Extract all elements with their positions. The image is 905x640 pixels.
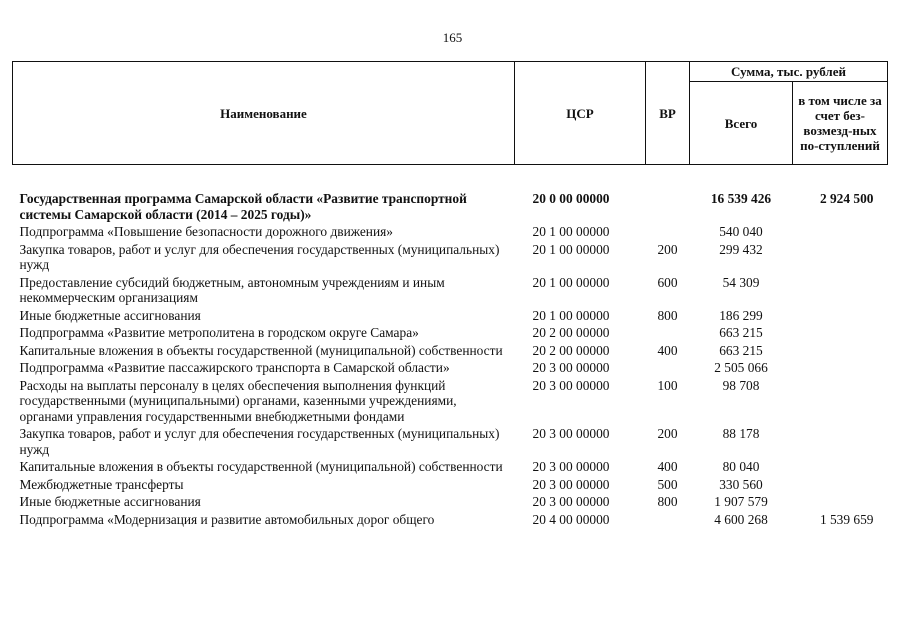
cell-free: 1 539 659 (819, 511, 874, 527)
cell-name: Подпрограмма «Повышение безопасности дорожного движения» (19, 224, 393, 239)
cell-total: 663 215 (719, 325, 763, 340)
cell-total: 54 309 (722, 274, 760, 290)
cell-total: 80 040 (722, 459, 760, 474)
table-row (13, 307, 888, 325)
cell-name: Межбюджетные трансферты (19, 476, 184, 492)
cell-name: Закупка товаров, работ и услуг для обеспечения государственных (муниципальных) нужд (19, 426, 500, 457)
cell-name: Иные бюджетные ассигнования (19, 307, 201, 323)
header-free: в том числе за счет без-возмезд-ных по-ступлений (793, 82, 888, 165)
cell-csr: 20 3 00 00000 (532, 476, 610, 492)
cell-total: 2 505 066 (714, 360, 768, 375)
cell-csr: 20 1 00 00000 (532, 224, 610, 239)
cell-free (793, 425, 888, 458)
cell-total: 1 907 579 (714, 494, 768, 509)
cell-name: Расходы на выплаты персоналу в целях обеспечения выполнения функций государственными (муниципальными) органами, казенными учреждениями, органами управления государственными внебюджетными фондами (19, 377, 457, 424)
cell-vr (646, 359, 690, 377)
table-row (13, 425, 888, 458)
cell-name: Государственная программа Самарской области «Развитие транспортной системы Самарской области (2014 – 2025 годы)» (19, 191, 467, 222)
cell-total: 299 432 (719, 241, 763, 257)
cell-name: Капитальные вложения в объекты государственной (муниципальной) собственности (19, 459, 503, 474)
cell-name: Подпрограмма «Модернизация и развитие автомобильных дорог общего (19, 511, 435, 527)
cell-total: 186 299 (719, 307, 763, 323)
cell-vr: 800 (657, 494, 678, 509)
cell-name: Капитальные вложения в объекты государственной (муниципальной) собственности (19, 342, 503, 358)
header-sum: Сумма, тыс. рублей (690, 62, 888, 82)
cell-vr: 200 (657, 426, 678, 441)
header-name: Наименование (13, 62, 515, 165)
cell-free (793, 458, 888, 476)
cell-vr: 100 (657, 377, 678, 393)
table-row (13, 458, 888, 476)
table-row (13, 377, 888, 426)
cell-csr: 20 3 00 00000 (532, 426, 610, 441)
table-header (13, 62, 888, 165)
cell-csr: 20 3 00 00000 (532, 494, 610, 509)
page-number: 165 (442, 30, 463, 45)
budget-table (12, 61, 888, 528)
cell-csr: 20 3 00 00000 (532, 360, 610, 375)
cell-total: 16 539 426 (710, 191, 772, 206)
table-row (13, 342, 888, 360)
cell-total: 98 708 (722, 377, 760, 393)
table-row (13, 223, 888, 241)
table-row (13, 324, 888, 342)
cell-name: Предоставление субсидий бюджетным, автономным учреждениям и иным некоммерческим организациям (19, 274, 445, 305)
cell-total: 88 178 (722, 426, 760, 441)
cell-csr: 20 0 00 00000 (532, 191, 610, 206)
cell-free (793, 324, 888, 342)
cell-total: 4 600 268 (714, 511, 768, 527)
cell-vr (646, 511, 690, 529)
cell-free (793, 241, 888, 274)
table-body (13, 165, 888, 529)
cell-free (793, 493, 888, 511)
cell-vr: 800 (657, 307, 678, 323)
header-vr: ВР (646, 62, 690, 165)
cell-vr: 400 (657, 342, 678, 358)
cell-name: Закупка товаров, работ и услуг для обеспечения государственных (муниципальных) нужд (19, 241, 500, 272)
table-row (13, 493, 888, 511)
table-row (13, 165, 888, 224)
cell-total: 663 215 (719, 342, 763, 358)
header-csr: ЦСР (515, 62, 646, 165)
cell-csr: 20 1 00 00000 (532, 307, 610, 323)
cell-total: 540 040 (719, 224, 763, 239)
cell-csr: 20 4 00 00000 (532, 511, 610, 527)
cell-free: 2 924 500 (819, 191, 874, 206)
cell-free (793, 307, 888, 325)
cell-vr (646, 223, 690, 241)
header-total: Всего (690, 82, 793, 165)
table-row (13, 511, 888, 529)
table-row (13, 359, 888, 377)
cell-csr: 20 1 00 00000 (532, 241, 610, 257)
cell-free (793, 377, 888, 426)
cell-vr: 200 (657, 241, 678, 257)
cell-csr: 20 2 00 00000 (532, 342, 610, 358)
cell-free (793, 342, 888, 360)
cell-vr (646, 165, 690, 224)
cell-free (793, 223, 888, 241)
table-row (13, 274, 888, 307)
cell-free (793, 274, 888, 307)
cell-csr: 20 2 00 00000 (532, 325, 610, 340)
cell-free (793, 359, 888, 377)
cell-name: Подпрограмма «Развитие метрополитена в городском округе Самара» (19, 325, 419, 340)
cell-vr: 600 (657, 274, 678, 290)
table-row (13, 476, 888, 494)
cell-vr: 400 (657, 459, 678, 474)
cell-name: Подпрограмма «Развитие пассажирского транспорта в Самарской области» (19, 360, 450, 375)
cell-name: Иные бюджетные ассигнования (19, 494, 201, 509)
cell-total: 330 560 (719, 476, 763, 492)
budget-table-container (12, 61, 887, 528)
cell-vr: 500 (657, 476, 678, 492)
cell-csr: 20 3 00 00000 (532, 377, 610, 393)
table-row (13, 241, 888, 274)
cell-free (793, 476, 888, 494)
cell-csr: 20 1 00 00000 (532, 274, 610, 290)
cell-vr (646, 324, 690, 342)
cell-csr: 20 3 00 00000 (532, 459, 610, 474)
